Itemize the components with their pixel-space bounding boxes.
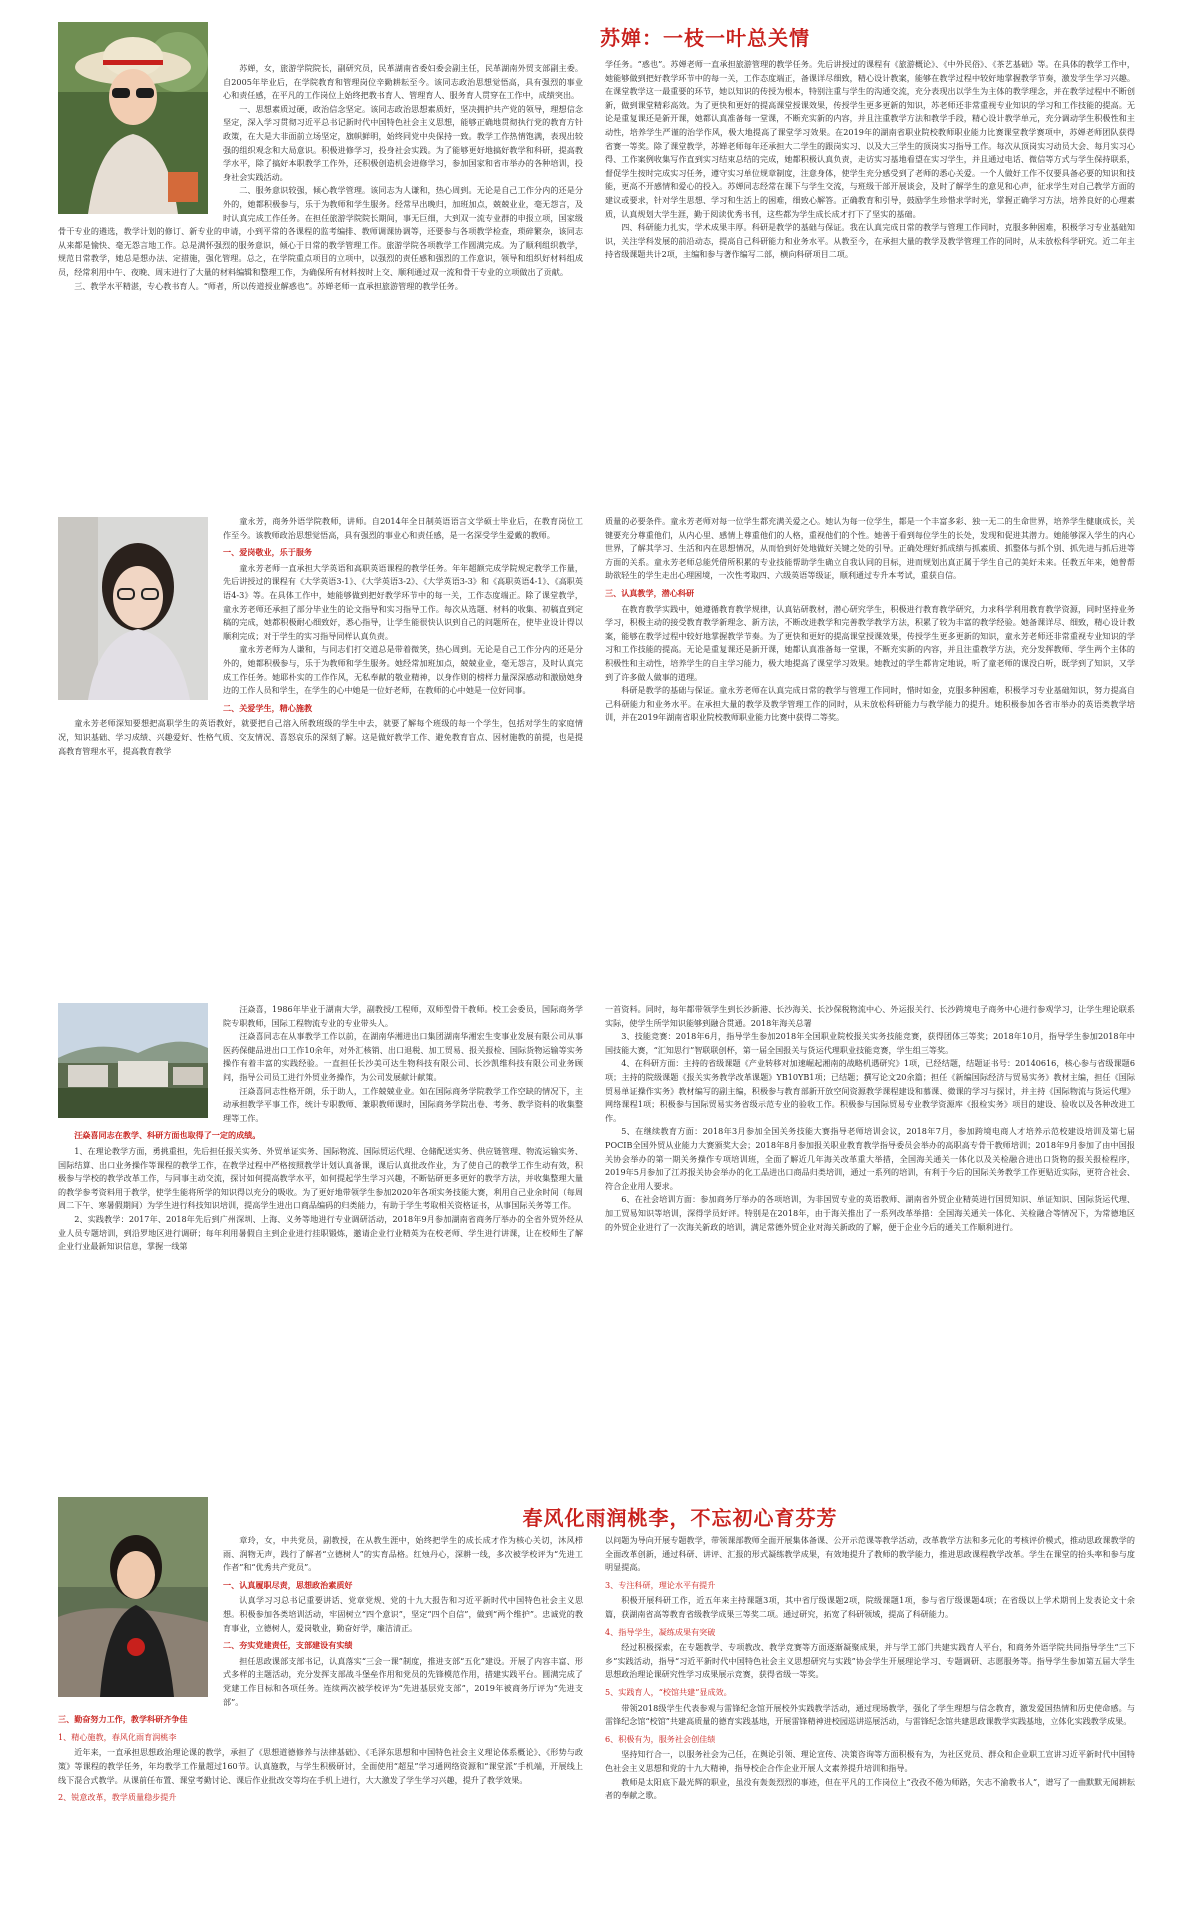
section-subheading: 3、专注科研，理论水平有提升: [605, 1579, 716, 1590]
page-title: 苏婵：一枝一叶总关情: [600, 26, 810, 50]
paragraph: 坚持知行合一，以服务社会为己任，在舆论引领、理论宣传、决策咨询等方面积极有为，为社区党员、群众和企业职工宣讲习近平新时代中国特色社会主义思想和党的十九大精神，指导校企合作企业开展人文素养提升培训和指导。: [605, 1749, 1135, 1773]
paragraph: 三、教学水平精湛，专心教书育人。“师者，所以传道授业解惑也”。苏婵老师一直承担旅游管理的教学任务。: [74, 280, 463, 291]
article-column-right: [605, 1534, 1135, 1926]
paragraph: 带领2018级学生代表参观与雷锋纪念馆开展校外实践教学活动，通过现场教学，强化了学生理想与信念教育，激发爱国热情和历史使命感。与雷锋纪念馆“校馆”共建高质量的德育实践基地，开展雷锋精神进校园巡讲巡展活动，与雷锋纪念馆共建思政课教学实践基地，立体化实践教学成果。: [605, 1702, 1135, 1727]
article-column-right: [605, 515, 1135, 955]
paragraph: 1、在理论教学方面，勇挑重担，先后担任报关实务、外贸单证实务、国际物流、国际贸运代理、仓储配送实务、供应链管理、物流运输实务、国际结算、出口业务操作等课程的教学工作，在教学过程中严格按照教学计划认真备课，课后认真批改作业，为了使自己的教学工作生动有效，积极参与学校的教学改革工作，与同事主动交流，探讨如何提高教学水平，如何提起学生学习兴趣，不断钻研更多更好的教学方法，并收集整理大量的教学参考资料用于教学，使学生能将所学的知识得以充分的吸收。为了更好地带领学生参加2020年各项实务技能大赛，利用自己业余时间（每周周二下午、寒暑假期间）为学生进行科技知识培训，提高学生进出口商品编码的归类能力，有助于学生考取相关资格证书，从事国际关务等工作。: [58, 1145, 583, 1211]
paragraph: 认真学习习总书记重要讲话、党章党规、党的十九大报告和习近平新时代中国特色社会主义思想。积极参加各类培训活动，牢固树立“四个意识”，坚定“四个自信”，做到“两个维护”。忠诚党的教育事业，立德树人，爱岗敬业，勤奋好学，廉洁清正。: [223, 1595, 583, 1633]
paragraph: 科研是教学的基础与保证。童永芳老师在认真完成日常的教学与管理工作同时，惜时如金，克服多种困难，积极学习专业基础知识，努力提高自己科研能力和业务水平。在承担大量的教学及教学管理工作的同时，从未放松科研能力与教学能力的提升。她积极参加各省市举办的英语类教学培训，并在2019年湖南省职业院校教师职业能力比赛中获得二等奖。: [605, 685, 1135, 723]
paragraph: 章玲，女，中共党员，副教授，在从教生涯中，始终把学生的成长成才作为核心关切，沐风栉雨、润物无声，践行了解者“立德树人”的实育品格。红烛丹心，深耕一线，多次被学校评为“先进工作者”和“优秀共产党员”。: [223, 1535, 583, 1573]
paragraph: 教师是太阳底下最光辉的职业，虽没有轰轰烈烈的事迹，但在平凡的工作岗位上“孜孜不倦为师路，矢志不渝教书人”，谱写了一曲默默无闻耕耘者的奉献之歌。: [605, 1776, 1135, 1801]
paragraph: 4、在科研方面：主持的省级课题《产业转移对加速崛起湘南的战略机遇研究》1项，已经结题，结题证书号：20140616，核心参与省级课题6项；主持的院级课题《报关实务教学改革课题》YB10YB1项；已结题；撰写论文20余篇；担任《新编国际经济与贸易实务》教材主编，担任《国际贸易单证操作实务》教材编写的副主编，积极参与教育部新开放空间资源教学课程建设和慕课、微课的学习与探讨，并主持《国际物流与货运代理》网络课程1项；积极参与国际贸易实务省级示范专业的验收工作。积极参与国际贸易专业教学资源库《报检实务》项目的建设、验收以及各种改进工作。: [605, 1058, 1135, 1123]
paragraph: 一、思想素质过硬，政治信念坚定。该同志政治思想素质好，坚决拥护共产党的领导，理想信念坚定，深入学习贯彻习近平总书记新时代中国特色社会主义思想，能够正确地贯彻执行党的教育方针政策，在大是大非面前立场坚定，旗帜鲜明，始终同党中央保持一致。教学工作热情饱满，表现出较强的组织观念和大局意识。积极进修学习，投身社会实践。为了能够更好地搞好教学和科研，提高教学水平，除了搞好本职教学工作外，还积极创造机会进修学习，参加国家和省市举办的各种培训，投身社会实践活动。: [223, 103, 583, 182]
section-heading: 二、关爱学生，精心施教: [223, 702, 313, 713]
paragraph: 担任思政课部支部书记，认真落实“三会一课”制度，推进支部“五化”建设。开展了内容丰富、形式多样的主题活动，充分发挥支部战斗堡垒作用和党员的先锋模范作用，措建实践平台。圆满完成了党建工作目标和各项任务。连续两次被学校评为“先进基层党支部”，2019年被商务厅评为“先进支部”。: [223, 1655, 583, 1707]
paragraph: 经过积极探索，在专题教学、专项教改、教学竞赛等方面逐渐凝聚成果，并与学工部门共建实践育人平台，和商务外语学院共同指导学生“三下乡”实践活动，指导“习近平新时代中国特色社会主义思想研究与实践”协会学生开展理论学习、专题调研、志愿服务等。指导学生参加第五届大学生思想政治理论课研究性学习成果展示竞赛，获得省级一等奖。: [605, 1642, 1135, 1680]
paragraph: 童永芳老师一直承担大学英语和高职英语课程的教学任务。年年超额完成学院规定教学工作量，先后讲授过的课程有《大学英语3-1》、《大学英语3-2》、《大学英语3-3》和《高职英语4-1》、《高职英语4-3》等。在具体工作中，她能够做到把好教学环节中的每一关，工作态度端正。除了课堂教学，童永芳老师还承担了部分毕业生的论文指导和实习指导工作。每次从选题、材料的收集、初稿直到定稿的完成，她都积极耐心细致好，悉心指导，让学生能很快认识到自己的问题所在，使毕业设计得以顺利完成；对于学生的实习指导同样认真负责。: [223, 562, 583, 641]
section-subheading: 1、精心施教，春风化雨育润桃李: [58, 1731, 177, 1742]
article-column-left: [58, 62, 583, 422]
paragraph: 6、在社会培训方面：参加商务厅举办的各项培训，为非国贸专业的英语教师、湖南省外贸企业精英进行国贸知识、单证知识、国际货运代理、加工贸易知识等培训，深得学员好评。特别是在2018年，由于海关推出了一系列改革举措：全国海关通关一体化、关检融合等情况下，为常德地区的外贸企业进行了一次海关新政的培训，满足常德外贸企业对海关新政的了解，便于企业今后的通关工作顺利进行。: [605, 1194, 1135, 1232]
paragraph: 学任务。“惑也”。苏婵老师一直承担旅游管理的教学任务。先后讲授过的课程有《旅游概论》、《中外民俗》、《茶艺基础》等。在具体的教学工作中，她能够做到把好教学环节中的每一关，工作态度端正，备课详尽细致，精心设计教案，能够在教学过程中较好地掌握教学节奏，激发学生学习兴趣。在课堂教学这一最重要的环节，她以知识的传授为根本，特别注重与学生的沟通交流，充分表现出以学生为主体的教学理念，并在教学过程中不断创新，做到课堂精彩高效。为了更快和更好的提高课堂授课效果，传授学生更多更新的知识，苏老师还非常重视专业知识的学习和工作技能的提高。无论是重复课还是新开课，她都认真准备每一堂课，不断充实新的内容，并且注重教学方法和教学手段，精心设计教学单元，充分调动学生积极性和主动性，培养学生严谨的治学作风，极大地提高了课堂学习效果。在2019年的湖南省职业院校教师职业能力比赛课堂教学赛项中，苏婵老师团队获得省赛一等奖。除了课堂教学，苏婵老师每年还承担大二学生的跟岗实习、以及大三学生的顶岗实习指导工作。每次从顶岗实习动员大会、每月实习心得、工作案例收集写作直到实习结束总结的完成，她都积极认真负责，走访实习基地看望在实习学生，并且通过电话、微信等方式与学生保持联系，督促学生按时完成实习任务，遵守实习单位规章制度，注意身体，使学生充分感受到了老师的悉心关爱。一个人做好工作不仅要具备必要的知识和技能，更高不开感情和爱心的投入。苏婵同志经常在课下与学生交流，与班级干部开展谈会，及时了解学生的意见和心声，征求学生对自己教学方面的建议或要求，针对学生思想、学习和生活上的困难，细致心解答。正确教育和引导，鼓励学生珍惜求学时光，掌握正确学习方法，培养良好的心理素质，认真规划大学生涯，勤于阅读优秀书刊，这些都为学生成长成才打下了坚实的基础。: [605, 59, 1135, 219]
section-subheading: 6、积极有为，服务社会创佳绩: [605, 1733, 716, 1744]
section-heading: 一、爱岗敬业，乐于服务: [223, 547, 313, 558]
section-heading: 三、认真教学，潜心科研: [605, 587, 695, 598]
paragraph: 二、服务意识较强，倾心教学管理。该同志为人谦和，热心周到。无论是自己工作分内的还是分外的，她都积极参与，乐于为教师和学生服务。经常早出晚归，加班加点，兢兢业业，毫无怨言，及时认真完成工作任务。在担任旅游学院院长期间，事无巨细，大到双一流专业群的申报立项，国家级骨干专业的遴选，教学计划的修订、新专业的申请，小到平常的各课程的监考编排、教师调课协调等，还要参与各项教学检查，琐碎繁杂，该同志从来都是愉快、毫无怨言地工作。总是满怀强烈的服务意识，倾心于日常的教学管理工作。旅游学院各项教学工作圆满完成。为了顺利组织教学，规范日常教学，她总是想办法、定措施，强化管理。总之，在学院重点项目的立项中，以强烈的责任感和强烈的工作意识，领导和组织好材料组成员，经常利用中午、夜晚、周末进行了大量的材料编辑和整理工作，为确保所有材料按时上交、顺利通过双一流和骨干专业的立项做出了贡献。: [58, 185, 583, 277]
paragraph: 童永芳，商务外语学院教师，讲师。自2014年全日制英语语言文学硕士毕业后，在教育岗位工作至今。该教师政治思想觉悟高，具有强烈的事业心和责任感，是一名深受学生爱戴的教师。: [223, 516, 583, 540]
paragraph: 近年来，一直承担思想政治理论课的教学，承担了《思想道德修养与法律基础》、《毛泽东思想和中国特色社会主义理论体系概论》、《形势与政策》等课程的教学任务，年均教学工作量超过160节。认真施教，与学生积极研讨，全面使用“超星”学习通网络资源和“课堂派”手机端，开展线上线下混合式教学。从课前任布置、课堂考勤讨论、课后作业批改交等均在手机上进行，大大激发了学生学习兴趣，提升了教学效果。: [58, 1747, 583, 1785]
paragraph: 一首资料。同时，每年都带领学生到长沙新港、长沙海关、长沙保税物流中心、外运报关行、长沙跨境电子商务中心进行参观学习，让学生理论联系实际，使学生所学知识能够到融合贯通。2018年海关总署: [605, 1004, 1135, 1028]
section-heading: 汪焱喜同志在教学、科研方面也取得了一定的成绩。: [74, 1130, 261, 1141]
article-column-left: [58, 1003, 583, 1403]
section-subheading: 5、实践育人，“校馆共建”显成效。: [605, 1686, 732, 1697]
article-column-left: [58, 1534, 583, 1926]
section-heading: 一、认真履职尽责，思想政治素质好: [223, 1579, 353, 1590]
section-subheading: 4、指导学生，凝练成果有突破: [605, 1626, 716, 1637]
section-heading: 二、夯实党建责任，支部建设有实绩: [223, 1640, 353, 1651]
section-heading: 三、勤奋努力工作，教学科研齐争佳: [58, 1714, 188, 1725]
paragraph: 童永芳老师为人谦和，与同志们打交道总是带着微笑，热心周到。无论是自己工作分内的还是分外的，她都积极参与，乐于为教师和学生服务。她经常加班加点，兢兢业业，毫无怨言，及时认真完成工作任务。她耶朴实的工作作风，无私奉献的敬业精神，以身作则的榜样力量深深感动和激励她身边的工作人员和学生，在学生的心中她是一位好老师，在教师的心中她是一位好同事。: [223, 644, 583, 696]
paragraph: 四、科研能力扎实，学术成果丰厚。科研是教学的基础与保证。我在认真完成日常的教学与管理工作同时，克服多种困难，积极学习专业基础知识，关注学科发展的前沿动态，提高自己科研能力和业务水平。从教至今，在承担大量的教学及教学管理工作的同时，从未放松科学研究。近二年主持省级课题共计2项，主编和参与著作编写二部，横向科研项目二项。: [605, 222, 1135, 260]
paragraph: 汪焱喜同志性格开朗，乐于助人，工作兢兢业业。如在国际商务学院教学工作空缺的情况下，主动承担教学平事工作，统计专职教师、兼职教师课时，国际商务学院出卷、考务、教学资料的收集整理等工作。: [223, 1085, 583, 1123]
paragraph: 5、在继续教育方面：2018年3月参加全国关务技能大赛指导老师培训会议，2018年7月，参加跨境电商人才培养示范校建设培训及第七届POCIB全国外贸从业能力大赛颁奖大会；2018年8月参加报关职业教育教学指导委员会举办的高职高专骨干教师培训；2018年9月参加了由中国报关协会举办的第一期关务操作专项培训班，全面了解近几年海关改革重大举措，全国海关通关一体化以及关检融合进出口货物的报关报检程序，2019年5月参加了江苏报关协会举办的化工品进出口商品归类培训，通过一系列的培训，有利于今后的国际关务教学工作更贴近实际，更符合社会、符合企业用人要求。: [605, 1126, 1135, 1191]
article-column-right: [605, 58, 1135, 418]
section-subheading: 2、锐意改革，教学质量稳步提升: [58, 1792, 177, 1803]
paragraph: 质量的必要条件。童永芳老师对每一位学生都充满关爱之心。她认为每一位学生，都是一个丰富多彩、独一无二的生命世界，培养学生健康成长，关键要充分尊重他们，从内心里、感情上尊重他们的人格，重视他们的个性。她善于看到每位学生的长处，发现和促进其潜力。她能够深入学生的内心世界，了解其学习、生活和内在思想情况，从而恰到好处地做好关键之处的引导。正确处理好抓成绩与抓素质、抓整体与抓个别、抓先进与抓后进等方面的关系。童永芳老师总能凭借所积累的专业技能帮助学生确立自我认同的目标，进而规划出真正属于学生自己的美好未来。任教五年来，她曾帮助欲轻生的学生走出心理困境，一次性考取四、六级英语等级证，顺利通过专升本考试，重获自信。: [605, 516, 1135, 581]
article-column-right: [605, 1003, 1135, 1403]
paragraph: 童永芳老师深知要想把高职学生的英语教好，就要把自己溶入所教班级的学生中去，就要了解每个班级的每一个学生，包括对学生的家庭情况，知识基础、学习成绩、兴趣爱好、性格气质、交友情况、喜怒哀乐的深刻了解。这是做好教学工作、避免教育盲点、因材施教的前提，也是提高教育管理水平，提高教育教学: [58, 718, 583, 756]
page-title: 春风化雨润桃李，不忘初心育芬芳: [522, 1506, 838, 1530]
paragraph: 汪焱喜，1986年毕业于湖南大学，副教授/工程师，双师型骨干教师。校工会委员，国际商务学院专职教师，国际工程物流专业的专业带头人。: [223, 1004, 583, 1028]
paragraph: 以问题为导向开展专题教学，带领课部教师全面开展集体备课、公开示范课等教学活动，改革教学方法和多元化的考核评价模式，推动思政课教学的全面改革创新，通过科研、讲评、汇报的形式凝练教学成果，有效地提升了教师的教学能力，推进思政课程教学改革。学生在课堂的抬头率和参与度明显提高。: [605, 1535, 1135, 1573]
paragraph: 积极开展科研工作，近五年来主持课题3项，其中省厅级课题2项，院级课题1项，参与省厅级课题4项；在省级以上学术期刊上发表论文十余篇，获湖南省高等教育省级教学成果三等奖二项。通过研究，拓宽了科研领域，提高了科研能力。: [605, 1595, 1135, 1619]
paragraph: 3、技能竞赛：2018年6月，指导学生参加2018年全国职业院校报关实务技能竞赛，获得团体三等奖；2018年10月，指导学生参加2018年中国技能大赛，“汇知思行”智联联创杯，第一届全国报关与货运代理职业技能竞赛，学生组三等奖。: [605, 1031, 1135, 1055]
paragraph: 汪焱喜同志在从事教学工作以前，在湖南华湘进出口集团湖南华湘宏生变事业发展有限公司从事医药保健品进出口工作10余年，对外汇核销、出口退税、加工贸易、报关报检、国际货物运输等实务操作有着丰富的实践经验。一直担任长沙美可达生物科技有限公司、长沙凯维科技有限公司业务顾问，指导公司员工进行外贸业务操作，为公司发展献计献策。: [223, 1031, 583, 1082]
paragraph: 2、实践教学：2017年、2018年先后到广州深圳、上海、义务等地进行专业调研活动，2018年9月参加湖南省商务厅举办的全省外贸外经从业人员专题培训，到沿罗地区进行调研；每年利用暑假自主到企业进行挂职锻炼，邀请企业行业精英为在校老师、学生进行讲课，让在校师生了解企业行业最新知识信息，掌握一线第: [58, 1213, 583, 1252]
article-column-left: [58, 515, 583, 955]
paragraph: 苏婵，女，旅游学院院长，副研究员，民革湖南省委妇委会副主任，民革湖南外贸支部副主委。自2005年毕业后，在学院教育和管理岗位辛勤耕耘至今。该同志政治思想觉悟高，具有强烈的事业心和责任感，在平凡的工作岗位上始终把教书育人、管理育人、服务育人贯穿在工作中，成绩突出。: [223, 63, 583, 101]
paragraph: 在教育教学实践中，她遵循教育教学规律，认真钻研教材，潜心研究学生，积极进行教育教学研究，力求科学利用教育教学资源，同时坚持业务学习，积极主动的接受教育教学新理念、新方法，不断改进教学和完善教学教学方法，积累了较为丰富的教学经验。她备课详尽、细致，精心设计教案，能够在教学过程中较好地掌握教学节奏。为了更快和更好的提高课堂授课效果，传授学生更多更新的知识，童永芳老师还非常重视专业知识的学习和工作技能的提高。无论是重复课还是新开课，她都认真准备每一堂课，不断充实新的内容，并且注重教学方法，充分发挥教师、学生两个主体的积极性和主动性，培养学生的自主学习能力，极大地提高了课堂学习效果。她教过的学生都肯定地说，听了童老师的课没白听，既学到了知识，又学到了许多做人做事的道理。: [605, 603, 1135, 682]
